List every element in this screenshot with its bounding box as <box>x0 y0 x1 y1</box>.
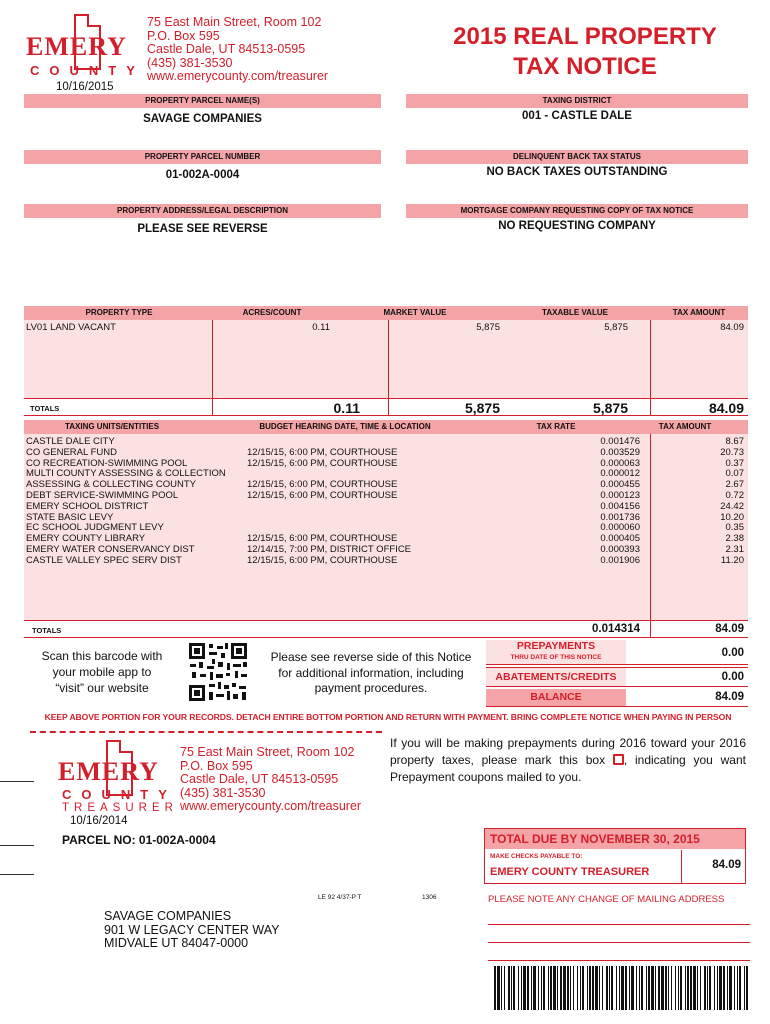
property-address-label: PROPERTY ADDRESS/LEGAL DESCRIPTION <box>24 204 381 218</box>
col-budget-hearing: BUDGET HEARING DATE, TIME & LOCATION <box>259 422 431 431</box>
unit-rate-cell: 0.000123 <box>600 490 640 501</box>
parcel-names-value: SAVAGE COMPANIES <box>143 113 262 125</box>
unit-rate-cell: 0.000063 <box>600 457 640 469</box>
taxing-district-value: 001 - CASTLE DALE <box>522 110 632 122</box>
delinquent-label: DELINQUENT BACK TAX STATUS <box>406 150 748 164</box>
balance-label: BALANCE <box>486 689 626 706</box>
col-taxing-units: TAXING UNITS/ENTITIES <box>64 422 160 431</box>
unit-hearing-cell: 12/15/15, 6:00 PM, COURTHOUSE <box>247 479 398 491</box>
property-table-header <box>24 306 748 320</box>
unit-rate-cell: 0.000060 <box>600 522 640 534</box>
unit-entity-cell: ASSESSING & COLLECTING COUNTY <box>26 479 196 491</box>
total-due-box <box>484 828 746 884</box>
unit-hearing-cell: 12/15/15, 6:00 PM, COURTHOUSE <box>247 446 398 458</box>
property-type-cell: LV01 LAND VACANT <box>26 322 116 333</box>
header-address: 75 East Main Street, Room 102 P.O. Box 595 Castle Dale, UT 84513-0595 (435) 381-3530 www.emerycounty.com/treasurer <box>147 15 329 83</box>
parcel-names-label: PROPERTY PARCEL NAME(S) <box>24 94 381 108</box>
stub-logo <box>58 740 176 820</box>
unit-amount-cell: 8.67 <box>725 436 744 447</box>
unit-amount-cell: 0.72 <box>725 490 744 501</box>
mailing-line-1[interactable] <box>488 924 750 925</box>
unit-amount-cell: 10.20 <box>720 511 744 523</box>
acres-cell: 0.11 <box>312 322 330 333</box>
stub-date: 10/16/2014 <box>70 815 128 827</box>
unit-hearing-cell: 12/15/15, 6:00 PM, COURTHOUSE <box>247 533 398 545</box>
unit-entity-cell: CO RECREATION-SWIMMING POOL <box>26 457 188 469</box>
total-due-value: 84.09 <box>712 859 741 871</box>
abatements-box <box>486 667 748 687</box>
logo-county-text: COUNTY <box>30 63 145 78</box>
total-acres: 0.11 <box>333 400 360 416</box>
unit-amount-cell: 2.38 <box>725 533 744 545</box>
detach-line <box>30 731 382 733</box>
balance-box <box>486 689 748 707</box>
unit-entity-cell: EMERY COUNTY LIBRARY <box>26 533 146 545</box>
unit-entity-cell: DEBT SERVICE-SWIMMING POOL <box>26 490 179 501</box>
col-tax-rate: TAX RATE <box>536 422 576 431</box>
stub-parcel-no: PARCEL NO: 01-002A-0004 <box>62 833 216 847</box>
unit-entity-cell: STATE BASIC LEVY <box>26 511 114 523</box>
unit-amount-cell: 2.67 <box>725 479 744 491</box>
unit-rate-cell: 0.004156 <box>600 500 640 512</box>
abatements-label: ABATEMENTS/CREDITS <box>486 668 626 686</box>
stub-code-1: LE 92 4/37-P T <box>318 894 362 901</box>
fold-mark-1 <box>0 781 34 782</box>
stub-code-2: 1306 <box>422 894 437 901</box>
prepay-instructions: If you will be making prepayments during 2016 toward your 2016 property taxes, please mark this box , indicating you want Prepayment coupons mailed to you. <box>390 736 746 784</box>
col-property-type: PROPERTY TYPE <box>85 308 153 317</box>
abatements-value: 0.00 <box>721 671 744 683</box>
county-logo <box>26 14 144 84</box>
col-taxable-value: TAXABLE VALUE <box>542 308 608 317</box>
unit-rate-cell: 0.001476 <box>600 436 640 447</box>
total-due-label: TOTAL DUE BY NOVEMBER 30, 2015 <box>485 829 745 849</box>
payment-barcode-icon <box>494 966 748 1010</box>
fold-mark-2 <box>0 845 34 846</box>
fold-mark-3 <box>0 874 34 875</box>
units-totals-label: TOTALS <box>32 626 62 635</box>
unit-rate-cell: 0.001906 <box>600 554 640 566</box>
delinquent-value: NO BACK TAXES OUTSTANDING <box>486 166 668 178</box>
unit-hearing-cell: 12/15/15, 6:00 PM, COURTHOUSE <box>247 490 398 501</box>
col-unit-tax-amount: TAX AMOUNT <box>658 422 712 431</box>
prepayments-sub: THRU DATE OF THIS NOTICE <box>510 654 602 661</box>
taxing-district-label: TAXING DISTRICT <box>406 94 748 108</box>
mortgage-label: MORTGAGE COMPANY REQUESTING COPY OF TAX NOTICE <box>406 204 748 218</box>
mailing-address-note: PLEASE NOTE ANY CHANGE OF MAILING ADDRESS <box>488 894 725 905</box>
prepayments-label-box <box>486 640 626 664</box>
stub-logo-treasurer-text: TREASURER <box>62 802 178 814</box>
reverse-side-note: Please see reverse side of this Notice for additional information, including payment procedures. <box>270 650 472 695</box>
unit-amount-cell: 2.31 <box>725 544 744 555</box>
detach-notice: KEEP ABOVE PORTION FOR YOUR RECORDS. DETACH ENTIRE BOTTOM PORTION AND RETURN WITH PAYMENT. BRING COMPLETE NOTICE WHEN PAYING IN PERSON <box>44 712 732 722</box>
notice-title: 2015 REAL PROPERTY TAX NOTICE <box>453 23 717 80</box>
mailing-line-3[interactable] <box>488 960 750 961</box>
total-taxable-value: 5,875 <box>592 400 628 416</box>
total-tax-amount: 84.09 <box>708 400 744 416</box>
unit-rate-cell: 0.000012 <box>600 468 640 480</box>
balance-value: 84.09 <box>715 691 744 703</box>
make-checks-label: MAKE CHECKS PAYABLE TO: <box>490 853 583 860</box>
col-tax-amount: TAX AMOUNT <box>672 308 726 317</box>
logo-emery-text: EMERY <box>26 32 127 61</box>
property-address-value: PLEASE SEE REVERSE <box>137 223 268 235</box>
parcel-number-label: PROPERTY PARCEL NUMBER <box>24 150 381 164</box>
barcode-note: Scan this barcode with your mobile app to “visit” our website <box>41 649 163 695</box>
col-market-value: MARKET VALUE <box>383 308 447 317</box>
property-totals-row <box>24 398 748 416</box>
taxing-units-table <box>24 420 748 620</box>
total-tax-rate: 0.014314 <box>592 623 640 635</box>
unit-entity-cell: EMERY SCHOOL DISTRICT <box>26 500 149 512</box>
qr-code-icon[interactable] <box>187 641 249 703</box>
market-value-cell: 5,875 <box>476 322 500 333</box>
unit-entity-cell: MULTI COUNTY ASSESSING & COLLECTION <box>26 468 226 480</box>
recipient-address: SAVAGE COMPANIES 901 W LEGACY CENTER WAY MIDVALE UT 84047-0000 <box>104 909 280 950</box>
tax-amount-cell: 84.09 <box>720 322 744 333</box>
unit-entity-cell: EMERY WATER CONSERVANCY DIST <box>26 544 195 555</box>
units-row <box>24 556 748 567</box>
unit-entity-cell: CO GENERAL FUND <box>26 446 117 458</box>
unit-rate-cell: 0.000455 <box>600 479 640 491</box>
unit-entity-cell: EC SCHOOL JUDGMENT LEVY <box>26 522 164 534</box>
unit-amount-cell: 24.42 <box>720 500 744 512</box>
stub-address: 75 East Main Street, Room 102 P.O. Box 595 Castle Dale, UT 84513-0595 (435) 381-3530 www.emerycounty.com/treasurer <box>180 745 362 813</box>
unit-rate-cell: 0.000405 <box>600 533 640 545</box>
mailing-line-2[interactable] <box>488 942 750 943</box>
prepayments-value: 0.00 <box>721 647 744 659</box>
unit-entity-cell: CASTLE VALLEY SPEC SERV DIST <box>26 554 182 566</box>
prepayments-label: PREPAYMENTS <box>516 640 596 652</box>
unit-hearing-cell: 12/14/15, 7:00 PM, DISTRICT OFFICE <box>247 544 412 555</box>
stub-logo-county-text: COUNTY <box>62 787 177 802</box>
property-row <box>24 322 748 334</box>
taxable-value-cell: 5,875 <box>604 322 628 333</box>
prepay-checkbox[interactable] <box>613 754 624 765</box>
unit-amount-cell: 0.35 <box>725 522 744 534</box>
unit-rate-cell: 0.001736 <box>600 511 640 523</box>
unit-amount-cell: 20.73 <box>720 446 744 458</box>
stub-logo-emery-text: EMERY <box>58 757 159 786</box>
parcel-number-value: 01-002A-0004 <box>165 169 240 181</box>
unit-entity-cell: CASTLE DALE CITY <box>26 436 115 447</box>
col-acres: ACRES/COUNT <box>242 308 302 317</box>
header-date: 10/16/2015 <box>56 81 114 93</box>
unit-rate-cell: 0.003529 <box>600 446 640 458</box>
mortgage-value: NO REQUESTING COMPANY <box>498 220 656 232</box>
payee-name: EMERY COUNTY TREASURER <box>490 866 650 878</box>
unit-amount-cell: 0.07 <box>725 468 744 480</box>
unit-rate-cell: 0.000393 <box>600 544 640 555</box>
unit-hearing-cell: 12/15/15, 6:00 PM, COURTHOUSE <box>247 457 398 469</box>
prepayments-box <box>486 640 748 665</box>
property-totals-label: TOTALS <box>30 404 60 413</box>
units-total-amount: 84.09 <box>715 623 744 635</box>
unit-hearing-cell: 12/15/15, 6:00 PM, COURTHOUSE <box>247 554 398 566</box>
unit-amount-cell: 0.37 <box>725 457 744 469</box>
units-table-header <box>24 420 748 434</box>
units-totals-row <box>24 620 748 638</box>
total-market-value: 5,875 <box>464 400 500 416</box>
unit-amount-cell: 11.20 <box>720 554 744 566</box>
